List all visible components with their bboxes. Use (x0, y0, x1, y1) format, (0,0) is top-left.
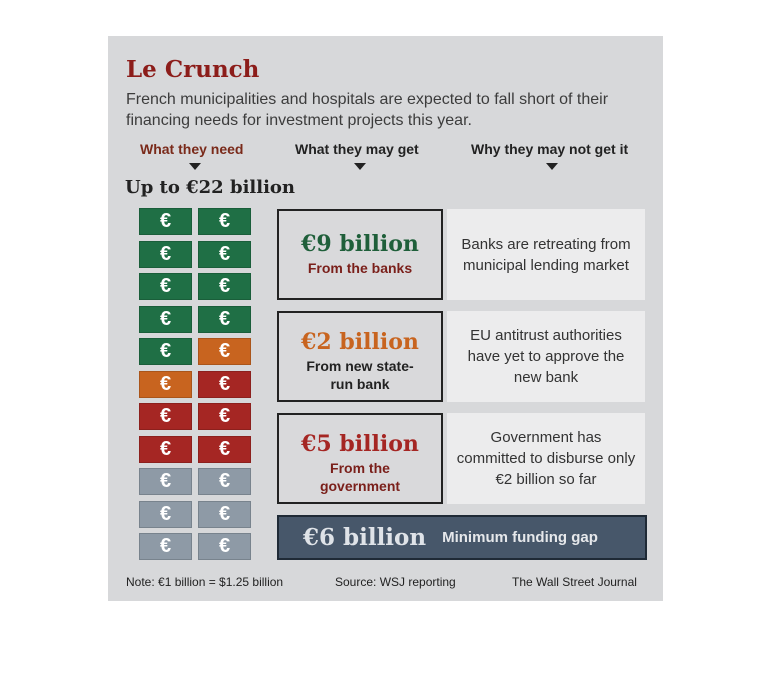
government-box (277, 413, 443, 504)
state-bank-source-label: From new state-run bank (306, 358, 414, 392)
source-note: Source: WSJ reporting (335, 575, 456, 589)
euro-bill-icon: € (139, 208, 192, 235)
banks-box (277, 209, 443, 300)
euro-bill-icon: € (139, 338, 192, 365)
euro-bill-icon: € (139, 241, 192, 268)
euro-bill-icon: € (198, 241, 251, 268)
state-bank-box (277, 311, 443, 402)
euro-bill-icon: € (198, 436, 251, 463)
euro-bill-icon: € (139, 533, 192, 560)
euro-bill-icon: € (139, 436, 192, 463)
chart-title: Le Crunch (126, 56, 260, 83)
euro-bill-icon: € (198, 208, 251, 235)
euro-bill-icon: € (139, 403, 192, 430)
euro-bill-icon: € (139, 273, 192, 300)
banks-reason: Banks are retreating from municipal lending market (447, 209, 645, 300)
government-source-label: From the government (319, 460, 401, 494)
euro-bill-icon: € (198, 273, 251, 300)
state-bank-reason: EU antitrust authorities have yet to approve the new bank (447, 311, 645, 402)
government-reason: Government has committed to disburse only €2 billion so far (447, 413, 645, 504)
down-arrow-icon (354, 163, 366, 170)
chart-subtitle: French municipalities and hospitals are expected to fall short of their financing needs for investment projects this year. (126, 91, 609, 129)
euro-bill-icon: € (198, 533, 251, 560)
total-need-label: Up to €22 billion (125, 177, 296, 198)
government-amount: €5 billion (301, 431, 419, 457)
state-bank-amount: €2 billion (301, 329, 419, 355)
euro-bill-icon: € (198, 468, 251, 495)
euro-bill-icon: € (139, 501, 192, 528)
euro-bill-icon: € (198, 338, 251, 365)
euro-bill-icon: € (198, 371, 251, 398)
banks-amount: €9 billion (301, 231, 419, 257)
column-header-why: Why they may not get it (471, 141, 629, 157)
footnote: Note: €1 billion = $1.25 billion (126, 575, 284, 589)
gap-amount: €6 billion (303, 524, 427, 551)
euro-bill-icon: € (139, 371, 192, 398)
banks-source-label: From the banks (307, 260, 413, 276)
column-header-get: What they may get (295, 141, 419, 157)
euro-bill-icon: € (198, 501, 251, 528)
funding-gap-bar (277, 515, 647, 560)
gap-label: Minimum funding gap (442, 529, 598, 546)
euro-bill-icon: € (139, 306, 192, 333)
euro-bill-icon: € (198, 306, 251, 333)
euro-bill-icon: € (139, 468, 192, 495)
down-arrow-icon (546, 163, 558, 170)
down-arrow-icon (189, 163, 201, 170)
euro-bill-icon: € (198, 403, 251, 430)
column-header-need: What they need (140, 141, 244, 157)
publisher-credit: The Wall Street Journal (512, 575, 637, 589)
